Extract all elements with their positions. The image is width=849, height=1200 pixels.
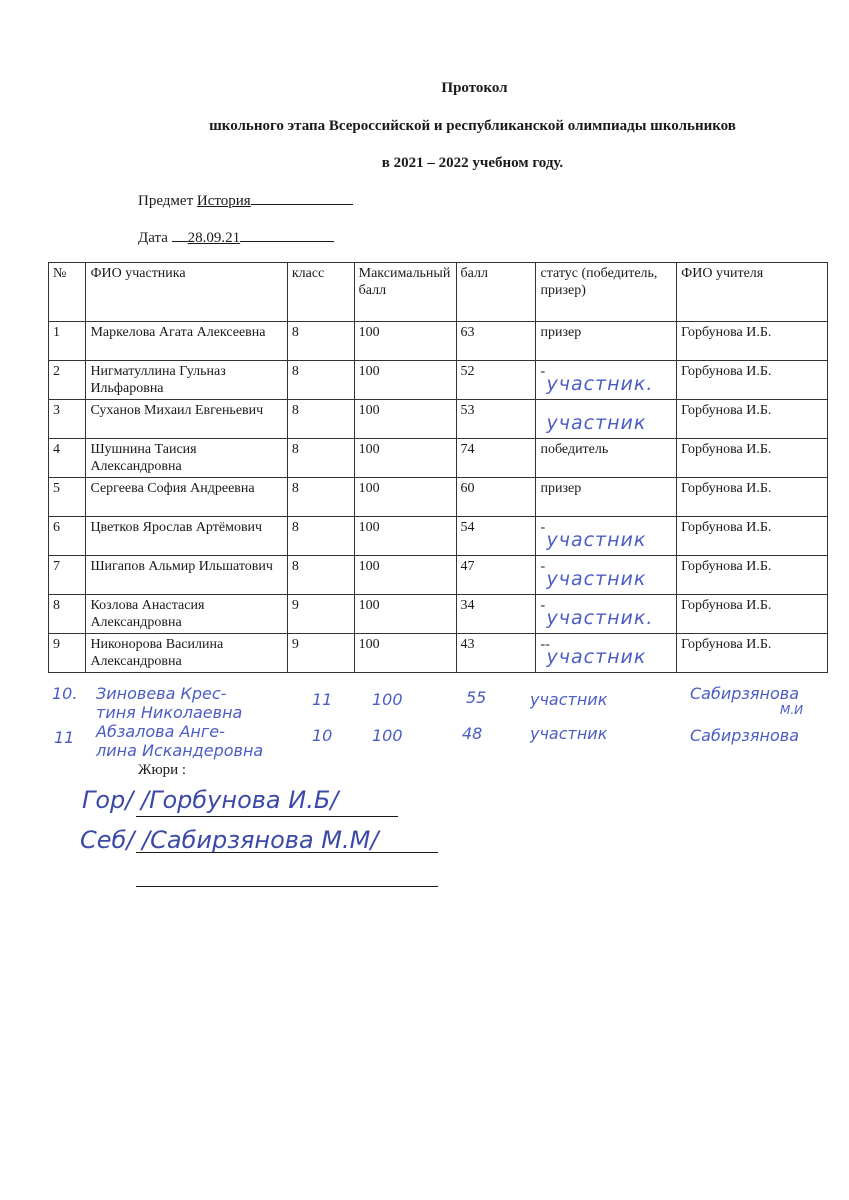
doc-year: в 2021 – 2022 учебном году. bbox=[381, 155, 564, 171]
cell-status bbox=[536, 634, 677, 673]
cell-status bbox=[536, 595, 677, 634]
hand-row-11-status: участник bbox=[530, 724, 608, 743]
status-text: - bbox=[540, 364, 546, 379]
header-score: балл bbox=[456, 263, 536, 322]
hand-row-10-name-2: тиня Николаевна bbox=[96, 703, 243, 722]
date-label: Дата bbox=[138, 230, 168, 246]
table-row bbox=[49, 400, 828, 439]
hand-row-11-score: 48 bbox=[462, 724, 483, 743]
hand-row-10-teacher bbox=[690, 684, 803, 717]
cell-name: Никонорова Василина Александровна bbox=[86, 634, 287, 673]
cell-status bbox=[536, 478, 677, 517]
cell-max: 100 bbox=[354, 400, 456, 439]
table-row bbox=[49, 556, 828, 595]
cell-score: 63 bbox=[456, 322, 536, 361]
hand-row-11-teacher: Сабирзянова bbox=[690, 726, 800, 745]
cell-teacher: Горбунова И.Б. bbox=[677, 556, 828, 595]
cell-name: Суханов Михаил Евгеньевич bbox=[86, 400, 287, 439]
cell-class: 8 bbox=[287, 556, 354, 595]
hand-row-10-num: 10. bbox=[52, 684, 78, 703]
status-text: призер bbox=[540, 481, 582, 496]
cell-max: 100 bbox=[354, 595, 456, 634]
cell-score: 74 bbox=[456, 439, 536, 478]
header-max: Максимальный балл bbox=[354, 263, 456, 322]
cell-max: 100 bbox=[354, 556, 456, 595]
cell-teacher: Горбунова И.Б. bbox=[677, 634, 828, 673]
cell-max: 100 bbox=[354, 517, 456, 556]
signature-line-1 bbox=[136, 816, 398, 817]
hand-row-11-class: 10 bbox=[312, 726, 333, 745]
doc-title: Протокол bbox=[441, 80, 508, 96]
table-row bbox=[49, 595, 828, 634]
hand-row-10-class: 11 bbox=[312, 690, 333, 709]
cell-score: 43 bbox=[456, 634, 536, 673]
cell-name: Шигапов Альмир Ильшатович bbox=[86, 556, 287, 595]
status-handwritten: участник bbox=[546, 646, 647, 668]
cell-status bbox=[536, 556, 677, 595]
table-row bbox=[49, 361, 828, 400]
header-num: № bbox=[49, 263, 86, 322]
status-text: призер bbox=[540, 325, 582, 340]
hand-row-10-max: 100 bbox=[372, 690, 403, 709]
cell-name: Козлова Анастасия Александровна bbox=[86, 595, 287, 634]
table-row bbox=[49, 478, 828, 517]
header-class: класс bbox=[287, 263, 354, 322]
cell-teacher: Горбунова И.Б. bbox=[677, 400, 828, 439]
cell-num: 1 bbox=[49, 322, 86, 361]
hand-row-11-max: 100 bbox=[372, 726, 403, 745]
cell-teacher: Горбунова И.Б. bbox=[677, 361, 828, 400]
cell-name: Шушнина Таисия Александровна bbox=[86, 439, 287, 478]
subject-label: Предмет bbox=[138, 193, 194, 209]
hand-row-11-num: 11 bbox=[54, 728, 75, 747]
cell-max: 100 bbox=[354, 634, 456, 673]
hand-row-10-teacher-2: М.И bbox=[780, 703, 804, 717]
cell-class: 8 bbox=[287, 439, 354, 478]
cell-name: Сергеева София Андреевна bbox=[86, 478, 287, 517]
cell-teacher: Горбунова И.Б. bbox=[677, 517, 828, 556]
cell-num: 2 bbox=[49, 361, 86, 400]
cell-teacher: Горбунова И.Б. bbox=[677, 322, 828, 361]
date-underline-pre bbox=[172, 227, 188, 242]
table-row bbox=[49, 439, 828, 478]
subject-value: История bbox=[196, 193, 251, 209]
hand-row-10-teacher-1: Сабирзянова bbox=[690, 684, 800, 703]
hand-row-10-name-1: Зиновева Крес- bbox=[96, 684, 227, 703]
subject-underline bbox=[251, 190, 353, 205]
cell-status bbox=[536, 400, 677, 439]
date-value: 28.09.21 bbox=[187, 230, 241, 246]
status-handwritten: участник bbox=[546, 529, 647, 551]
status-handwritten: участник. bbox=[546, 373, 654, 395]
cell-teacher: Горбунова И.Б. bbox=[677, 439, 828, 478]
jury-signature-2: Себ/ /Сабирзянова М.М/ bbox=[80, 826, 379, 854]
status-text: - bbox=[540, 598, 546, 613]
hand-row-10-name bbox=[96, 684, 242, 722]
cell-score: 52 bbox=[456, 361, 536, 400]
results-table bbox=[48, 262, 828, 673]
cell-max: 100 bbox=[354, 478, 456, 517]
cell-score: 34 bbox=[456, 595, 536, 634]
cell-num: 5 bbox=[49, 478, 86, 517]
header-name: ФИО участника bbox=[86, 263, 287, 322]
status-text: победитель bbox=[540, 442, 609, 457]
cell-name: Цветков Ярослав Артёмович bbox=[86, 517, 287, 556]
date-field bbox=[138, 227, 334, 247]
table-row bbox=[49, 517, 828, 556]
jury-label: Жюри : bbox=[138, 762, 187, 778]
cell-max: 100 bbox=[354, 361, 456, 400]
doc-subtitle: школьного этапа Всероссийской и республиканской олимпиады школьников bbox=[209, 118, 736, 134]
status-text: - bbox=[540, 559, 546, 574]
status-handwritten: участник bbox=[546, 412, 647, 434]
hand-row-11-name-1: Абзалова Анге- bbox=[96, 722, 225, 741]
cell-class: 9 bbox=[287, 595, 354, 634]
cell-class: 8 bbox=[287, 517, 354, 556]
table-row bbox=[49, 322, 828, 361]
cell-teacher: Горбунова И.Б. bbox=[677, 595, 828, 634]
cell-num: 6 bbox=[49, 517, 86, 556]
hand-row-10-score: 55 bbox=[466, 688, 487, 707]
header-status: статус (победитель, призер) bbox=[536, 263, 677, 322]
table-row bbox=[49, 634, 828, 673]
cell-max: 100 bbox=[354, 322, 456, 361]
jury-signature-1: Гор/ /Горбунова И.Б/ bbox=[82, 786, 339, 814]
status-handwritten: участник. bbox=[546, 607, 654, 629]
signature-line-3 bbox=[136, 886, 438, 887]
status-handwritten: участник bbox=[546, 568, 647, 590]
date-underline bbox=[240, 227, 334, 242]
cell-status bbox=[536, 439, 677, 478]
cell-name: Маркелова Агата Алексеевна bbox=[86, 322, 287, 361]
cell-class: 8 bbox=[287, 400, 354, 439]
status-text: -- bbox=[540, 637, 550, 652]
header-teacher: ФИО учителя bbox=[677, 263, 828, 322]
cell-class: 8 bbox=[287, 322, 354, 361]
hand-row-10-status: участник bbox=[530, 690, 608, 709]
subject-field bbox=[138, 190, 353, 210]
signature-line-2 bbox=[136, 852, 438, 853]
cell-score: 53 bbox=[456, 400, 536, 439]
hand-row-11-name-2: лина Искандеровна bbox=[96, 741, 264, 760]
cell-num: 7 bbox=[49, 556, 86, 595]
cell-score: 54 bbox=[456, 517, 536, 556]
cell-name: Нигматуллина Гульназ Ильфаровна bbox=[86, 361, 287, 400]
cell-score: 60 bbox=[456, 478, 536, 517]
hand-row-11-name bbox=[96, 722, 263, 760]
cell-status bbox=[536, 361, 677, 400]
cell-max: 100 bbox=[354, 439, 456, 478]
cell-status bbox=[536, 517, 677, 556]
status-text: - bbox=[540, 520, 546, 535]
table-header-row bbox=[49, 263, 828, 322]
cell-class: 9 bbox=[287, 634, 354, 673]
cell-num: 8 bbox=[49, 595, 86, 634]
cell-class: 8 bbox=[287, 361, 354, 400]
cell-teacher: Горбунова И.Б. bbox=[677, 478, 828, 517]
cell-score: 47 bbox=[456, 556, 536, 595]
cell-num: 3 bbox=[49, 400, 86, 439]
cell-status bbox=[536, 322, 677, 361]
cell-num: 9 bbox=[49, 634, 86, 673]
cell-num: 4 bbox=[49, 439, 86, 478]
cell-class: 8 bbox=[287, 478, 354, 517]
